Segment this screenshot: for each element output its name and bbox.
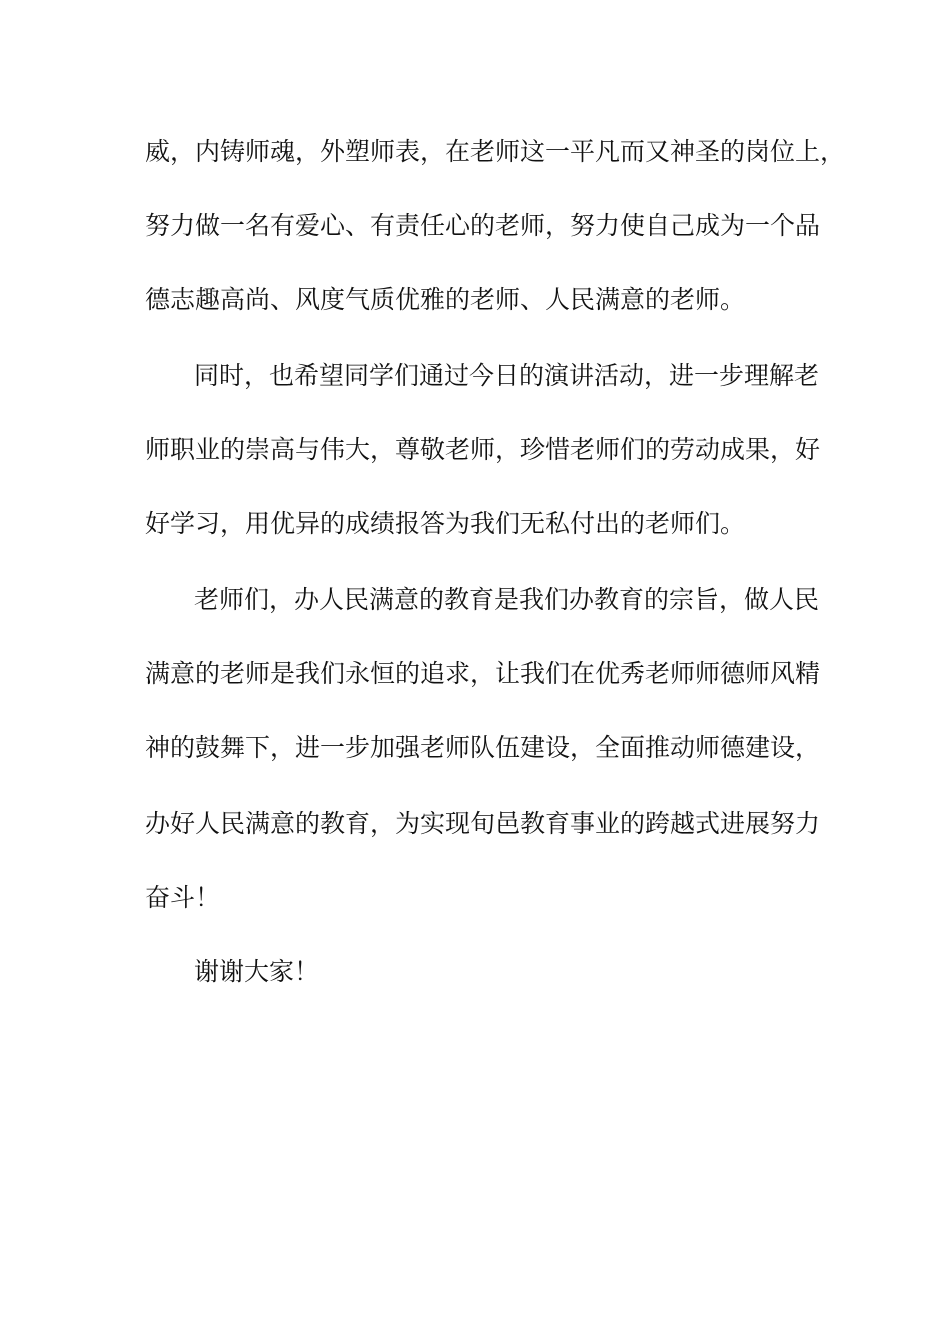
text-line: 奋斗！ xyxy=(145,883,221,912)
text-line: 师职业的崇高与伟大，尊敬老师，珍惜老师们的劳动成果，好 xyxy=(145,435,821,464)
paragraph-start-line: 同时，也希望同学们通过今日的演讲活动，进一步理解老 xyxy=(194,361,820,390)
text-line: 好学习，用优异的成绩报答为我们无私付出的老师们。 xyxy=(145,509,746,538)
paragraph-start-line: 老师们，办人民满意的教育是我们办教育的宗旨，做人民 xyxy=(194,585,820,614)
text-line: 神的鼓舞下，进一步加强老师队伍建设，全面推动师德建设， xyxy=(145,733,821,762)
text-line: 德志趣高尚、风度气质优雅的老师、人民满意的老师。 xyxy=(145,285,746,314)
closing-line: 谢谢大家！ xyxy=(194,957,320,986)
text-line: 办好人民满意的教育，为实现旬邑教育事业的跨越式进展努力 xyxy=(145,809,821,838)
text-line: 努力做一名有爱心、有责任心的老师，努力使自己成为一个品 xyxy=(145,211,821,240)
text-line: 满意的老师是我们永恒的追求，让我们在优秀老师师德师风精 xyxy=(145,659,821,688)
text-line: 威，内铸师魂，外塑师表，在老师这一平凡而又神圣的岗位上， xyxy=(145,137,846,166)
